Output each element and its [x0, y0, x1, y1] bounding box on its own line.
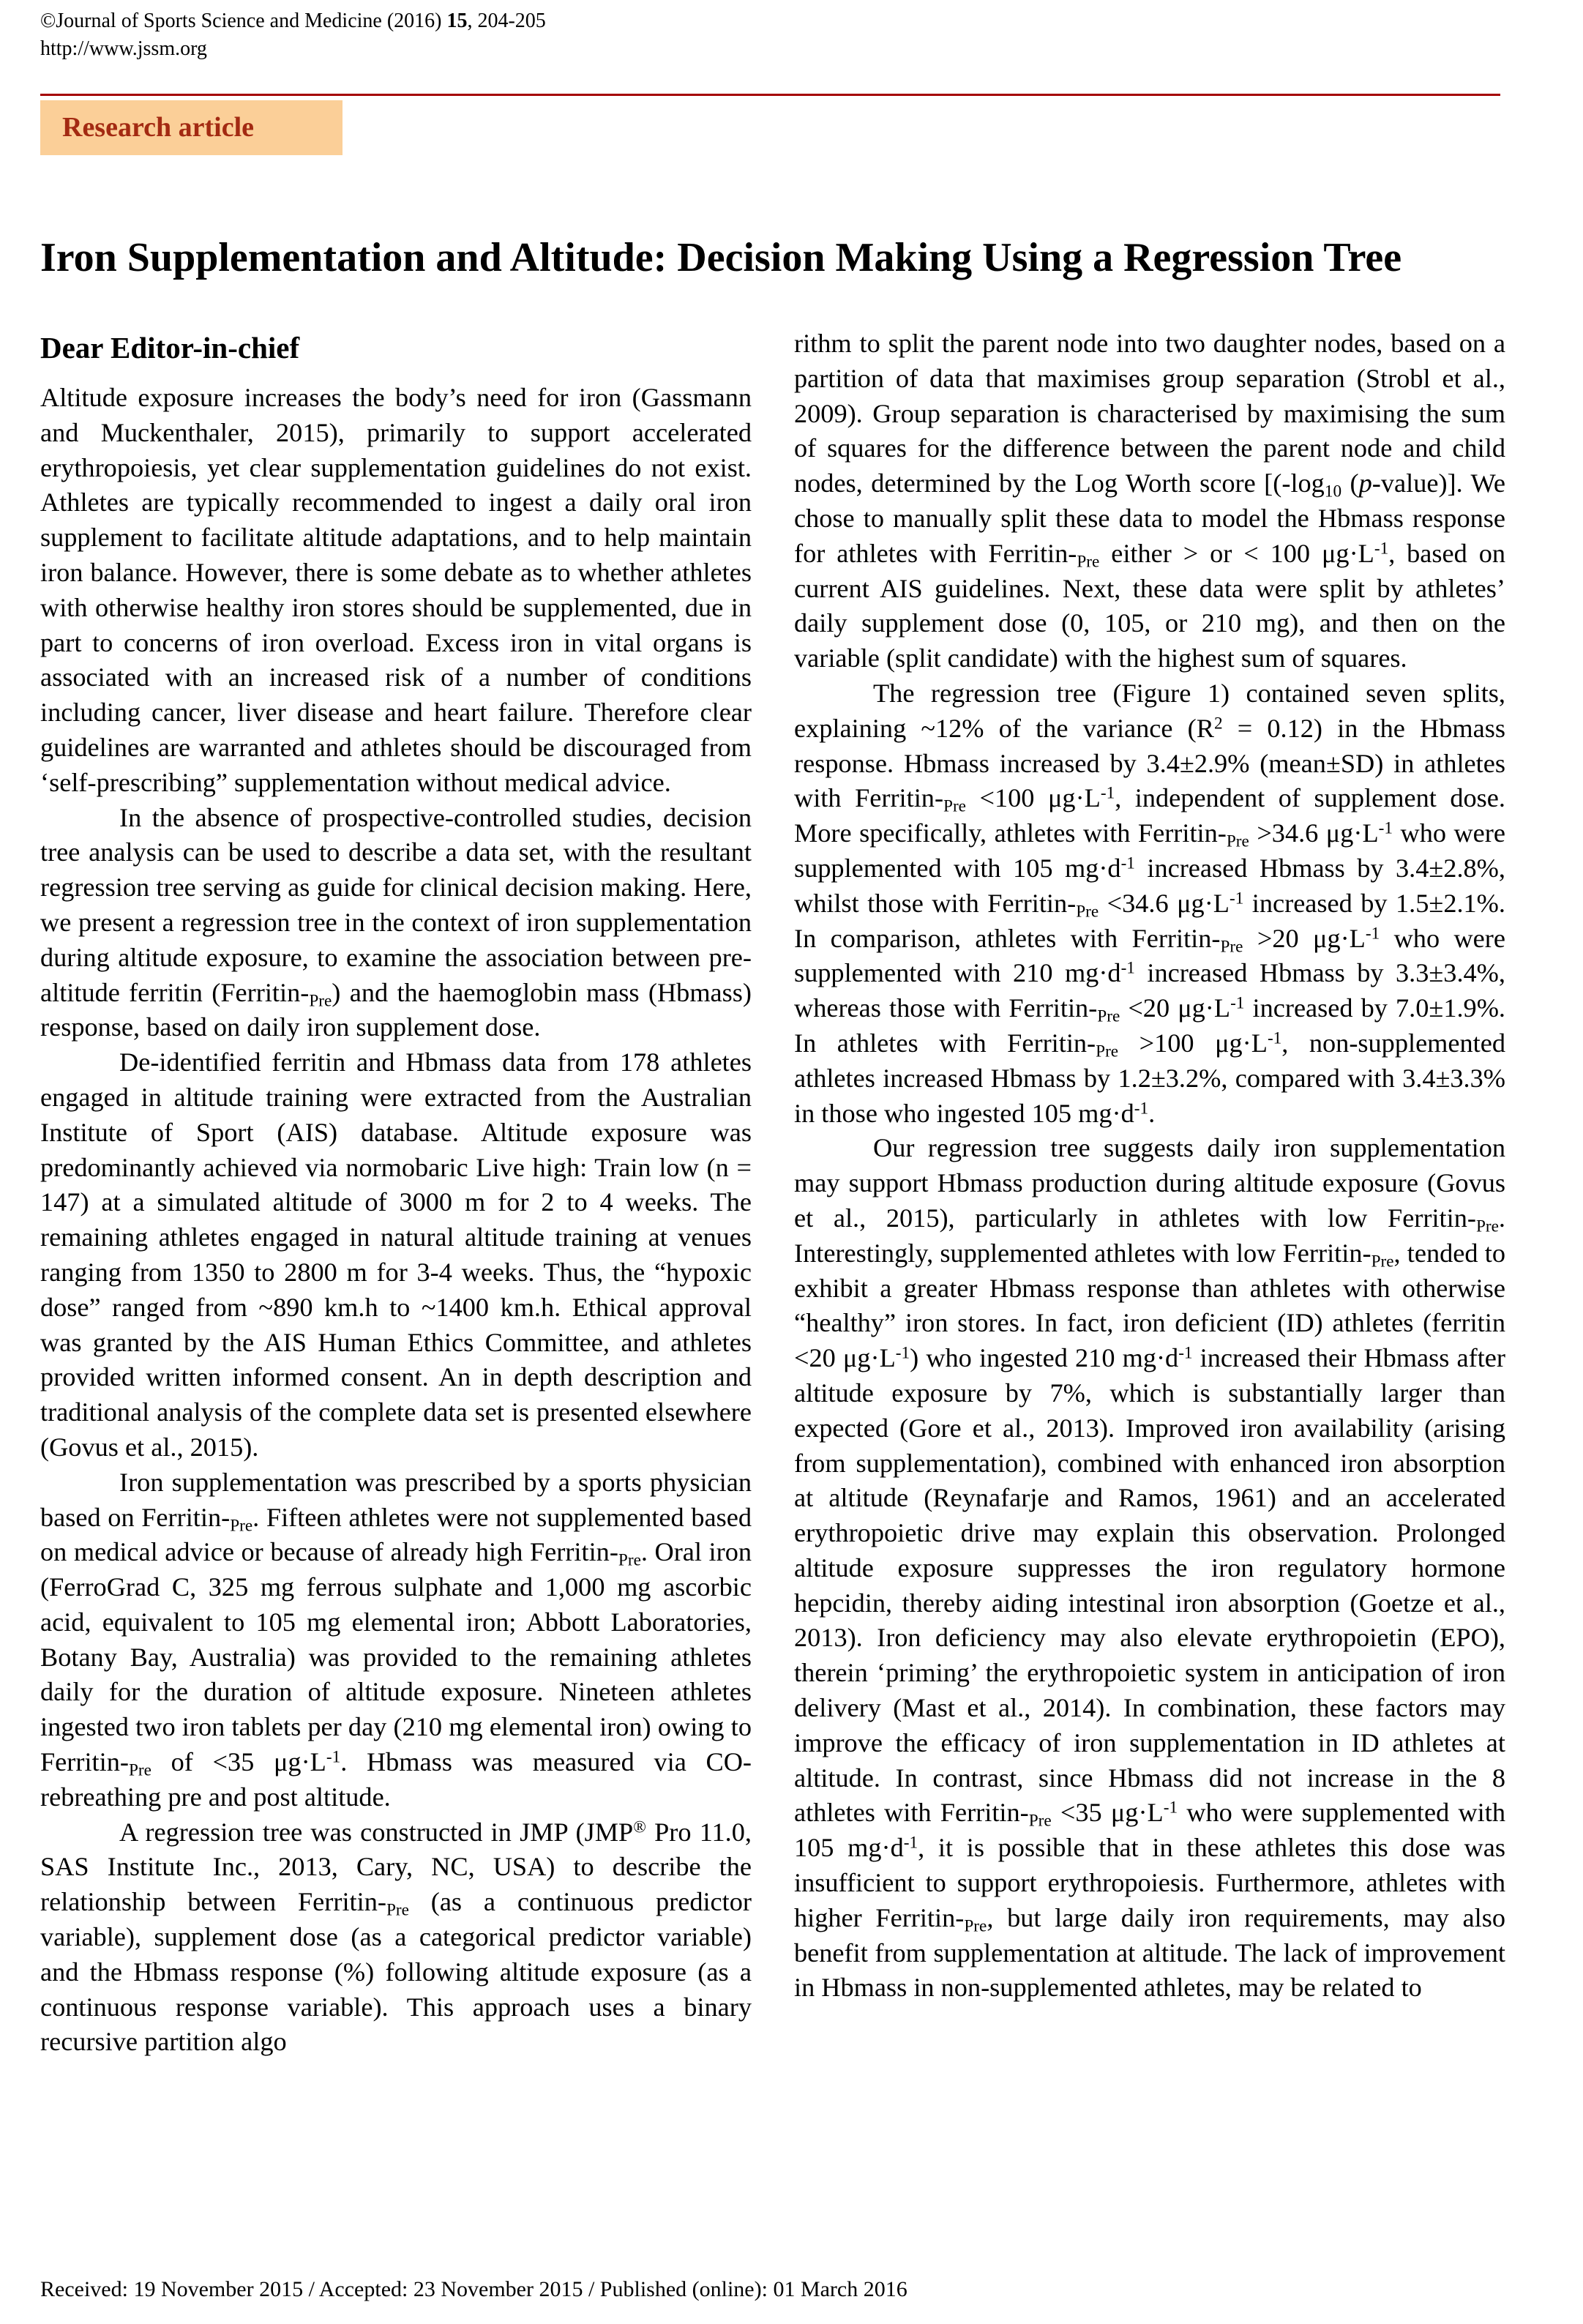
journal-url[interactable]: http://www.jssm.org	[40, 37, 207, 60]
paragraph-7: The regression tree (Figure 1) contained seven splits, explaining ~12% of the variance $(R^2 = 0.12)$ in the Hbmass response. Hbmass increased by 3.4±2.9% (mean±SD) in athletes with Ferritin-$_{Pre} <100$ $\mu g\cdot L^{-1}$, independent of supplement dose. More specifically, athletes with Ferritin-$_{Pre} >34.6$ $\mu g\cdot L^{-1}$ who were supplemented with 105 $mg\cdot d^{-1}$ increased Hbmass by 3.4±2.8%, whilst those with Ferritin-$_{Pre} <34.6$ $\mu g\cdot L^{-1}$ increased by 1.5±2.1%. In comparison, athletes with Ferritin-$_{Pre} >20$ $\mu g\cdot L^{-1}$ who were supplemented with 210 $mg\cdot d^{-1}$ increased Hbmass by 3.3±3.4%, whereas those with Ferritin-$_{Pre} <20$ $\mu g\cdot L^{-1}$ increased by 7.0±1.9%. In athletes with Ferritin-$_{Pre} >100$ $\mu g\cdot L^{-1}$, non-supplemented athletes increased Hbmass by 1.2±3.2%, compared with 3.4±3.3% in those who ingested 105 $mg\cdot d^{-1}$.	[794, 678, 1506, 1128]
paragraph-3: De-identified ferritin and Hbmass data from 178 athletes engaged in altitude training were extracted from the Australian Institute of Sport (AIS) database. Altitude exposure was predominantly achieved via normobaric Live high: Train low (n = 147) at a simulated altitude of 3000 m for 2 to 4 weeks. The remaining athletes engaged in natural altitude training at venues ranging from 1350 to 2800 m for 3-4 weeks. Thus, the “hypoxic dose” ranged from ~890 km.h to ~1400 km.h. Ethical approval was granted by the AIS Human Ethics Committee, and athletes provided written informed consent. An in depth description and traditional analysis of the complete data set is presented elsewhere (Govus et al., 2015).	[40, 1047, 752, 1462]
paragraph-6: rithm to split the parent node into two daughter nodes, based on a partition of data that maximises group separation (Strobl et al., 2009). Group separation is characterised by maximising the sum of squares for the difference between the parent node and child nodes, determined by the Log Worth score [($-\log_{10}$ (p-value)]. We chose to manually split these data to model the Hbmass response for athletes with Ferritin-$_{Pre}$ either > or < 100 $\mu g\cdot L^{-1}$, based on current AIS guidelines. Next, these data were split by athletes’ daily supplement dose (0, 105, or 210 mg), and then on the variable (split candidate) with the highest sum of squares.	[794, 329, 1505, 673]
journal-volume: 15	[446, 10, 468, 32]
journal-header	[40, 7, 546, 63]
paragraph-1: Altitude exposure increases the body’s need for iron (Gassmann and Muckenthaler, 2015), primarily to support accelerated erythropoiesis, yet clear supplementation guidelines do not exist. Athletes are typically recommended to ingest a daily oral iron supplement to facilitate altitude adaptations, and to help maintain iron balance. However, there is some debate as to whether athletes with otherwise healthy iron stores should be supplemented, due in part to concerns of iron overload. Excess iron in vital organs is associated with an increased risk of a number of conditions including cancer, liver disease and heart failure. Therefore clear guidelines are warranted and athletes should be discouraged from ‘self-prescribing” supplementation without medical advice.	[40, 383, 752, 797]
paragraph-2: In the absence of prospective-controlled studies, decision tree analysis can be used to describe a data set, with the resultant regression tree serving as guide for clinical decision making. Here, we present a regression tree in the context of iron supplementation during altitude exposure, to examine the association between pre-altitude ferritin $(Ferritin-_{Pre})$ and the haemoglobin mass (Hbmass) response, based on daily iron supplement dose.	[40, 802, 752, 1042]
article-title: Iron Supplementation and Altitude: Decision Making Using a Regression Tree	[40, 235, 1402, 280]
left-column	[40, 322, 752, 2060]
paragraph-4: Iron supplementation was prescribed by a sports physician based on Ferritin-$_{Pre}$. Fifteen athletes were not supplemented based on medical advice or because of already high Ferritin-$_{Pre}$. Oral iron (FerroGrad C, 325 mg ferrous sulphate and 1,000 mg ascorbic acid, equivalent to 105 mg elemental iron; Abbott Laboratories, Botany Bay, Australia) was provided to the remaining athletes daily for the duration of altitude exposure. Nineteen athletes ingested two iron tablets per day (210 mg elemental iron) owing to Ferritin-$_{Pre}$ of <35 $\mu g\cdot L^{-1}$. Hbmass was measured via CO-rebreathing pre and post altitude.	[40, 1467, 752, 1812]
paragraph-5: A regression tree was constructed in JMP (JMP® Pro 11.0, SAS Institute Inc., 2013, Cary, NC, USA) to describe the relationship between Ferritin-$_{Pre}$ (as a continuous predictor variable), supplement dose (as a categorical predictor variable) and the Hbmass response (%) following altitude exposure (as a continuous response variable). This approach uses a binary recursive partition algo	[40, 1817, 752, 2057]
journal-citation: ©Journal of Sports Science and Medicine (2016) 15, 204-205	[40, 10, 546, 32]
received-dates: Received: 19 November 2015 / Accepted: 23 November 2015 / Published (online): 01 March 2016	[40, 2277, 907, 2301]
article-type-label: Research article	[40, 100, 343, 155]
paragraph-8: Our regression tree suggests daily iron supplementation may support Hbmass production during altitude exposure (Govus et al., 2015), particularly in athletes with low Ferritin-$_{Pre}$. Interestingly, supplemented athletes with low Ferritin-$_{Pre}$, tended to exhibit a greater Hbmass response than athletes with otherwise “healthy” iron stores. In fact, iron deficient (ID) athletes (ferritin <20 $\mu g\cdot L^{-1}$) who ingested 210 $mg\cdot d^{-1}$ increased their Hbmass after altitude exposure by 7%, which is substantially larger than expected (Gore et al., 2013). Improved iron availability (arising from supplementation), combined with enhanced iron absorption at altitude (Reynafarje and Ramos, 1961) and an accelerated erythropoietic drive may explain this observation. Prolonged altitude exposure suppresses the iron regulatory hormone hepcidin, thereby aiding intestinal iron absorption (Goetze et al., 2013). Iron deficiency may also elevate erythropoietin (EPO), therein ‘priming’ the erythropoietic system in anticipation of iron delivery (Mast et al., 2014). In combination, these factors may improve the efficacy of iron supplementation in ID athletes at altitude. In contrast, since Hbmass did not increase in the 8 athletes with Ferritin-$_{Pre} <35$ $\mu g\cdot L^{-1}$ who were supplemented with 105 $mg\cdot d^{-1}$, it is possible that in these athletes this dose was insufficient to support erythropoiesis. Furthermore, athletes with higher Ferritin-$_{Pre}$, but large daily iron requirements, may also benefit from supplementation at altitude. The lack of improvement in Hbmass in non-supplemented athletes, may be related to	[794, 1133, 1506, 2003]
right-column	[794, 326, 1505, 2006]
salutation: Dear Editor-in-chief	[40, 331, 300, 365]
header-rule	[40, 94, 1500, 96]
